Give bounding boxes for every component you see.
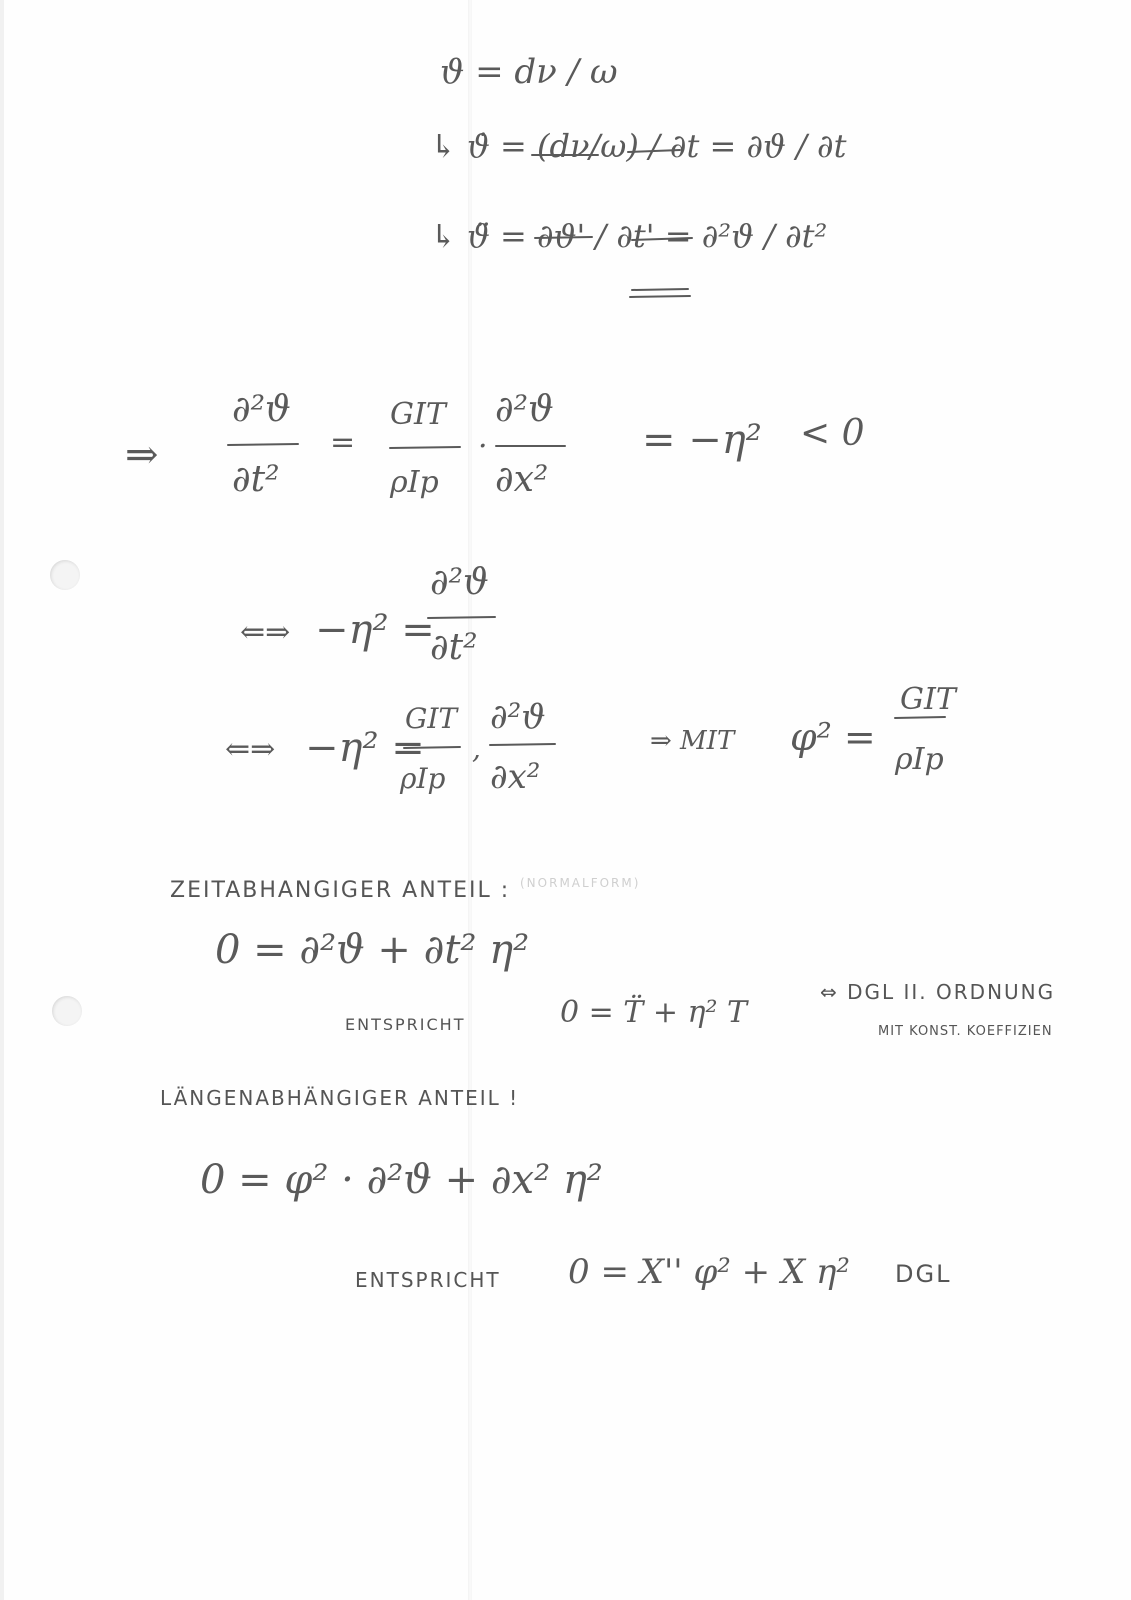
time-part-equation: 0 = ∂²ϑ + ∂t² η²: [215, 927, 530, 973]
theta-definition: ϑ = dν / ω: [440, 52, 618, 92]
time-part-heading: ZEITABHANGIGER ANTEIL :: [170, 878, 511, 903]
equivalence-arrow-2: ⇐⇒: [225, 732, 276, 767]
length-part-equation: 0 = φ² · ∂²ϑ + ∂x² η²: [200, 1157, 603, 1203]
time-part-corresponds: ENTSPRICHT: [345, 1015, 466, 1034]
length-part-heading: LÄNGENABHÄNGIGER ANTEIL !: [160, 1086, 520, 1110]
coefficient-denominator-2: ρIp: [400, 762, 446, 795]
neg-eta-squared-2: −η² =: [305, 725, 425, 771]
length-part-dgl: DGL: [895, 1260, 952, 1288]
time-part-faint-note: (NORMALFORM): [520, 876, 641, 890]
rhs-denominator: ∂x²: [495, 459, 549, 500]
equals-sign: =: [330, 425, 356, 460]
multiply-dot: ·: [478, 429, 488, 464]
length-part-corresponds: ENTSPRICHT: [355, 1268, 501, 1292]
time-part-ode-order: ⇔ DGL II. ORDNUNG: [820, 980, 1056, 1004]
negative-condition: < 0: [800, 413, 865, 454]
separation-constant: = −η²: [642, 417, 762, 463]
time-derivative-denominator: ∂t²: [430, 627, 478, 668]
lhs-denominator: ∂t²: [232, 459, 280, 500]
coefficient-numerator-2: GIT: [405, 702, 458, 735]
with-phi-label: ⇒ MIT: [650, 726, 735, 756]
time-part-ode-note: MIT KONST. KOEFFIZIEN: [878, 1024, 1053, 1039]
coefficient-denominator: ρIp: [390, 465, 439, 500]
phi-numerator: GIT: [900, 682, 956, 717]
space-derivative-numerator: ∂²ϑ: [490, 697, 546, 737]
rhs-numerator: ∂²ϑ: [495, 389, 554, 430]
phi-denominator: ρIp: [895, 742, 944, 777]
lhs-numerator: ∂²ϑ: [232, 389, 291, 430]
equivalence-arrow-1: ⇐⇒: [240, 615, 291, 650]
space-derivative-denominator: ∂x²: [490, 757, 541, 797]
separator-comma: ,: [472, 732, 481, 765]
time-derivative-numerator: ∂²ϑ: [430, 562, 489, 603]
theta-first-derivative: ↳ ϑ̇ = (dν/ω) / ∂t = ∂ϑ / ∂t: [430, 127, 847, 165]
neg-eta-squared-1: −η² =: [315, 607, 435, 653]
time-part-ode: 0 = T̈ + η² T: [560, 995, 748, 1030]
length-part-ode: 0 = X'' φ² + X η²: [568, 1252, 850, 1292]
coefficient-numerator: GIT: [390, 397, 446, 432]
implies-arrow: ⇒: [125, 432, 159, 478]
theta-second-derivative: ↳ ϑ̈ = ∂ϑ' / ∂t' = ∂²ϑ / ∂t²: [430, 217, 828, 255]
phi-squared-lhs: φ² =: [790, 715, 876, 759]
